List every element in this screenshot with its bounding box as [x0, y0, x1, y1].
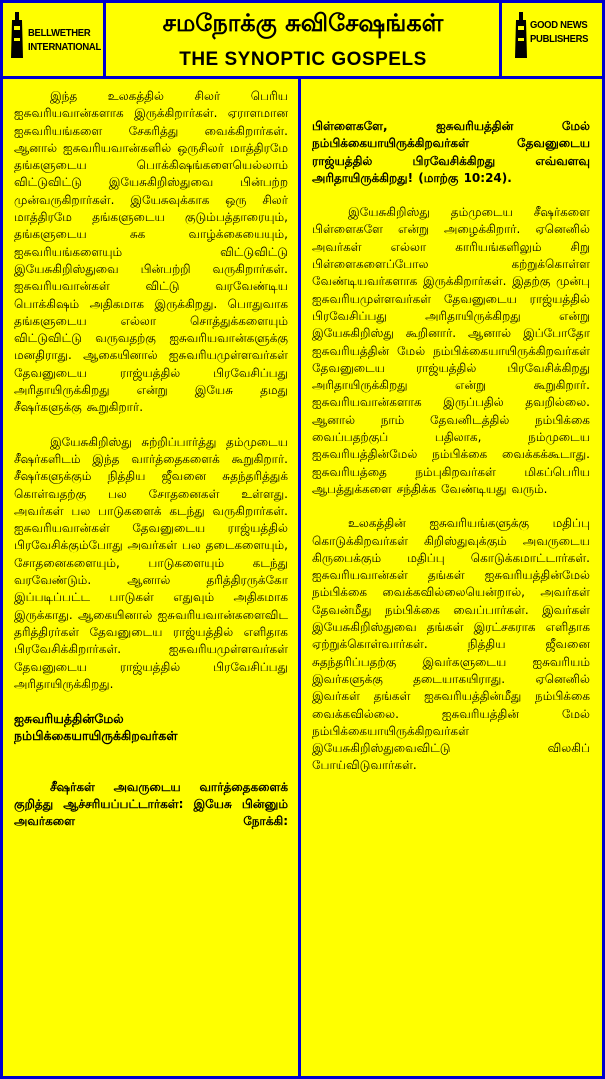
column-divider [298, 79, 301, 1079]
logo-right-line2: PUBLISHERS [530, 33, 589, 45]
scripture-quote: பிள்ளைகளே, ஐசுவரியத்தின் மேல் நம்பிக்கையாயிருக்கிறவர்கள் தேவனுடைய ராஜ்யத்தில் பிரவேசிக்கிறது எவ்வளவு அரிதாயிருக்கிறது! (மாற்கு 10:24). [312, 119, 590, 185]
left-column [14, 88, 288, 1073]
left-paragraph-1: இந்த உலகத்தில் சிலர் பெரிய ஐசுவரியவான்களாக இருக்கிறார்கள். ஏராளமான ஐசுவரியங்களை சேகரித்து வைக்கிறார்கள். ஆனால் ஐசுவரியவான்களில் ஒருசிலர் மாத்திரமே தங்களுடைய பொக்கிஷங்களையெல்லாம் விட்டுவிட்டு இயேசுகிறிஸ்துவை பின்பற்ற முன்வருகிறார்கள். இயேசுவுக்காக ஒரு சிலர் மாத்திரமே தங்களுடைய குடும்பத்தாரையும், தங்களுடைய சுக வாழ்க்கையையும், ஐசுவரியங்களையும் விட்டுவிட்டு இயேசுகிறிஸ்துவை பின்பற்றி வருகிறார்கள். ஐசுவரியவான்கள் விட்டு வரவேண்டிய பொக்கிஷம் அதிகமாக இருக்கிறது. பொதுவாக தங்களுடைய எல்லா சொத்துக்களையும் விட்டுவிட்டு வருவதற்கு ஐசுவரியவான்களுக்கு மனதிராது. ஆகையினால் ஐசுவரியமுள்ளவர்கள் தேவனுடைய ராஜ்யத்தில் பிரவேசிப்பது அரிதாயிருக்கிறது என்று இயேசு தமது சீஷர்களுக்கு கூறுகிறார். [14, 89, 288, 415]
bell-tower-icon [514, 12, 528, 58]
logo-left-line1: BELLWETHER [28, 27, 91, 39]
logo-right-text [530, 18, 588, 46]
page-title-english: THE SYNOPTIC GOSPELS [179, 49, 427, 70]
right-paragraph-3: உலகத்தின் ஐசுவரியங்களுக்கு மதிப்பு கொடுக்கிறவர்கள் கிறிஸ்துவுக்கும் அவருடைய கிருபைக்கும் மதிப்பு கொடுக்கமாட்டார்கள். ஐசுவரியவான்கள் தங்கள் ஐசுவரியத்தின்மேல் நம்பிக்கை வைக்கவில்லையென்றால், அவர்கள் தேவன்மீது நம்பிக்கை வைப்பார்கள். இவர்கள் இயேசுகிறிஸ்துவை தங்கள் இரட்சகராக எளிதாக ஏற்றுக்கொள்வார்கள். நித்திய ஜீவனை சுதந்தரிப்பதற்கு இவர்களுடைய ஐசுவரியம் இவர்களுக்கு தடையாகயிராது. ஏனெனில் இவர்கள் தங்கள் ஐசுவரியத்தின்மீது நம்பிக்கை வைக்கவில்லை. ஐசுவரியத்தின் மேல் நம்பிக்கையாயிருக்கிறவர்கள் இயேசுகிறிஸ்துவைவிட்டு விலகிப் போய்விடுவார்கள். [312, 516, 590, 773]
bell-tower-icon [10, 12, 24, 58]
bellwether-logo [0, 0, 106, 79]
right-paragraph-2: இயேசுகிறிஸ்து தம்முடைய சீஷர்களை பிள்ளைகளே என்று அழைக்கிறார். ஏனெனில் அவர்கள் எல்லா காரியங்களிலும் சிறு பிள்ளைகளைப்போல கற்றுக்கொள்ள வேண்டியவர்களாக இருக்கிறார்கள். இதற்கு முன்பு ஐசுவரியமுள்ளவர்கள் தேவனுடைய ராஜ்யத்தில் பிரவேசிப்பது அரிதாயிருக்கிறது என்று இயேசுகிறிஸ்து கூறினார். ஆனால் இப்போதோ ஐசுவரியத்தின் மேல் நம்பிக்கையாயிருக்கிறவர்கள் தேவனுடைய ராஜ்யத்தில் பிரவேசிக்கிறது அரிதாயிருக்கிறது என்று கூறுகிறார். ஐசுவரியவான்களாக இருப்பதில் தவறில்லை. ஆனால் நாம் தேவனிடத்தில் நம்பிக்கை வைப்பதற்குப் பதிலாக, நம்முடைய ஐசுவரியத்தின்மேல் நம்பிக்கை வைக்கக்கூடாது. ஐசுவரியத்தை நம்புகிறவர்கள் மிகப்பெரிய ஆபத்துக்களை சந்திக்க வேண்டியது வரும். [312, 205, 590, 496]
logo-right-line1: GOOD NEWS [530, 19, 588, 31]
good-news-logo [499, 0, 605, 79]
logo-left-line2: INTERNATIONAL [28, 41, 101, 53]
left-paragraph-3: சீஷர்கள் அவருடைய வார்த்தைகளைக் குறித்து ஆச்சரியப்பட்டார்கள்: இயேசு பின்னும் அவர்களை நோக்கி: [14, 779, 288, 829]
header [0, 0, 605, 79]
section-heading: ஐசுவரியத்தின்மேல் நம்பிக்கையாயிருக்கிறவர்கள் [14, 711, 178, 744]
right-column [312, 88, 590, 1073]
left-paragraph-2: இயேசுகிறிஸ்து சுற்றிப்பார்த்து தம்முடைய சீஷர்களிடம் இந்த வார்த்தைகளைக் கூறுகிறார். சீஷர்களுக்கும் நித்திய ஜீவனை சுதந்தரித்துக் கொள்வதற்கு பல சோதனைகள் உள்ளது. அவர்கள் பல பாடுகளைக் கடந்து வருகிறார்கள். ஐசுவரியவான்கள் தேவனுடைய ராஜ்யத்தில் பிரவேசிக்கும்போது அவர்கள் பல தடைகளையும், சோதனைகளையும், பாடுகளையும் கடந்து வரவேண்டும். ஆனால் தரித்திரருக்கோ இப்படிப்பட்ட பாடுகள் எதுவும் அதிகமாக இருக்காது. ஆகையினால் ஐசுவரியவான்களைவிட தரித்திரர்கள் தேவனுடைய ராஜ்யத்தில் எளிதாக பிரவேசிக்கிறார்கள். ஐசுவரியமுள்ளவர்கள் தேவனுடைய ராஜ்யத்தில் பிரவேசிப்பது அரிதாயிருக்கிறது. [14, 434, 288, 691]
page-title-tamil: சமநோக்கு சுவிசேஷங்கள் [162, 9, 444, 37]
logo-left-text [28, 26, 101, 54]
